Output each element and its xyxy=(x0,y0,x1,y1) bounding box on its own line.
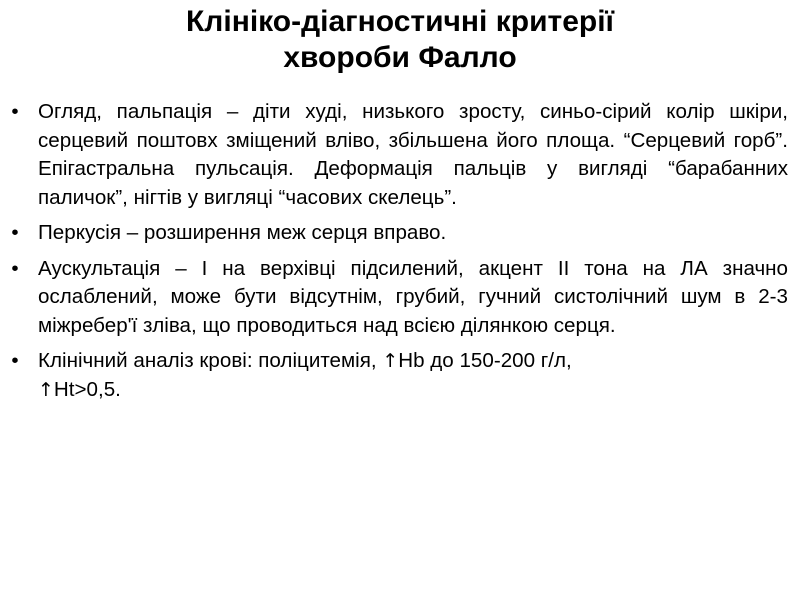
slide-title-line-1: Клініко-діагностичні критерії xyxy=(186,5,614,38)
bullet-text-examination: Огляд, пальпація – діти худі, низького зросту, синьо-сірий колір шкіри, серцевий поштовх зміщений вліво, збільшена його площа. “Серцевий горб”. Епігастральна пульсація. Деформація пальців у вигляді “барабанних паличок”, нігтів у вигляці “часових скелець”. xyxy=(38,100,788,209)
blood-test-line-1 xyxy=(38,347,788,376)
bullet-marker: • xyxy=(11,100,19,123)
bullet-marker: • xyxy=(11,256,19,280)
blood-test-text-part-1: Клінічний аналіз крові: поліцитемія, xyxy=(38,349,383,372)
bullet-text-percussion: Перкусія – розширення меж серця вправо. xyxy=(38,221,447,244)
bullet-item-blood-test xyxy=(0,347,800,404)
bullet-marker: • xyxy=(11,349,19,372)
up-arrow-icon: ↑ xyxy=(382,350,399,372)
slide-title-line-2: хвороби Фалло xyxy=(283,41,517,74)
bullet-text-blood-test xyxy=(38,347,788,404)
bullet-item-auscultation xyxy=(0,255,800,341)
blood-test-text-part-2: Hb до 150-200 г/л, xyxy=(398,349,572,372)
up-arrow-icon: ↑ xyxy=(38,378,54,401)
blood-test-line-2 xyxy=(38,376,788,405)
bullet-list xyxy=(0,98,800,411)
bullet-item-percussion xyxy=(0,219,800,248)
bullet-text-auscultation: Аускультація – І на верхівці підсилений, акцент ІІ тона на ЛА значно ослаблений, може бути відсутнім, грубий, гучний систолічний шум в 2-3 міжребер'ї зліва, що проводиться над всією ділянкою серця. xyxy=(38,256,788,337)
bullet-item-examination xyxy=(0,98,800,212)
blood-test-text-part-3: Ht>0,5. xyxy=(53,377,121,401)
slide-title xyxy=(0,4,800,76)
bullet-marker: • xyxy=(11,221,19,244)
